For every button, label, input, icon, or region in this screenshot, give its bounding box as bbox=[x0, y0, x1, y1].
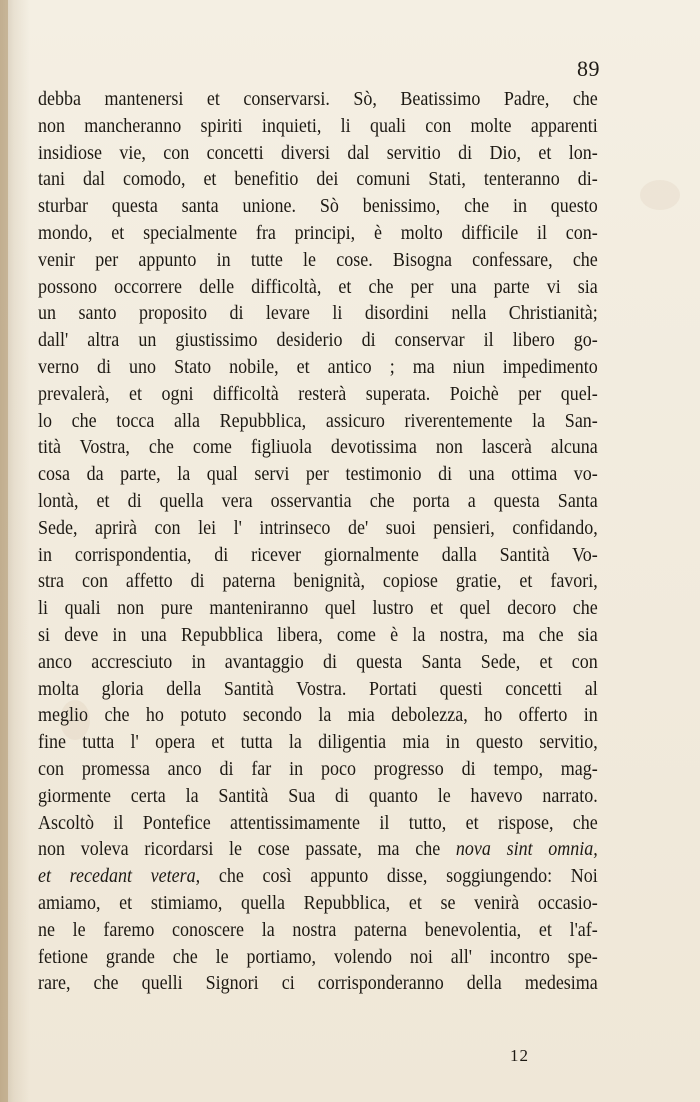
text-line: rare, che quelli Signori ci corrisponderanno della medesima bbox=[38, 972, 598, 995]
text-line: li quali non pure manteniranno quel lustro et quel decoro che bbox=[38, 597, 598, 620]
text-line: verno di uno Stato nobile, et antico ; ma niun impedimento bbox=[38, 355, 598, 378]
text-line: stra con affetto di paterna benignità, copiose gratie, et favori, bbox=[38, 570, 598, 593]
text-line: lontà, et di quella vera osservantia che porta a questa Santa bbox=[38, 489, 598, 512]
text-line: tani dal comodo, et benefitio dei comuni Stati, tenteranno di- bbox=[38, 168, 598, 191]
text-line: possono occorrere delle difficoltà, et che per una parte vi sia bbox=[38, 275, 598, 298]
text-line: un santo proposito di levare li disordini nella Christianità; bbox=[38, 302, 598, 325]
body-text bbox=[38, 86, 598, 997]
text-line: giormente certa la Santità Sua di quanto le havevo narrato. bbox=[38, 784, 598, 807]
text-line: Ascoltò il Pontefice attentissimamente il tutto, et rispose, che bbox=[38, 811, 598, 834]
text-line: anco accresciuto in avantaggio di questa Santa Sede, et con bbox=[38, 650, 598, 673]
text-line: dall' altra un giustissimo desiderio di conservar il libero go- bbox=[38, 329, 598, 352]
text-line: non mancheranno spiriti inquieti, li quali con molte apparenti bbox=[38, 114, 598, 137]
text-line: meglio che ho potuto secondo la mia debolezza, ho offerto in bbox=[38, 704, 598, 727]
text-line: insidiose vie, con concetti diversi dal servitio di Dio, et lon- bbox=[38, 141, 598, 164]
page-binding-edge bbox=[0, 0, 8, 1102]
signature-mark: 12 bbox=[510, 1046, 529, 1065]
text-line: venir per appunto in tutte le cose. Bisogna confessare, che bbox=[38, 248, 598, 271]
text-line: ne le faremo conoscere la nostra paterna benevolentia, et l'af- bbox=[38, 918, 598, 941]
text-line: fetione grande che le portiamo, volendo noi all' incontro spe- bbox=[38, 945, 598, 968]
text-line: sturbar questa santa unione. Sò benissimo, che in questo bbox=[38, 195, 598, 218]
text-line: molta gloria della Santità Vostra. Portati questi concetti al bbox=[38, 677, 598, 700]
text-line: cosa da parte, la qual servi per testimonio di una ottima vo- bbox=[38, 463, 598, 486]
text-line: prevalerà, et ogni difficoltà resterà superata. Poichè per quel- bbox=[38, 382, 598, 405]
text-line: Sede, aprirà con lei l' intrinseco de' suoi pensieri, confidando, bbox=[38, 516, 598, 539]
text-line: lo che tocca alla Repubblica, assicuro riverentemente la San- bbox=[38, 409, 598, 432]
text-line: in corrispondentia, di ricever giornalmente dalla Santità Vo- bbox=[38, 543, 598, 566]
text-line: con promessa anco di far in poco progresso di tempo, mag- bbox=[38, 757, 598, 780]
text-line: amiamo, et stimiamo, quella Repubblica, et se venirà occasio- bbox=[38, 891, 598, 914]
page-number: 89 bbox=[577, 56, 600, 81]
text-line: et recedant vetera, che così appunto disse, soggiungendo: Noi bbox=[38, 865, 598, 888]
text-line: non voleva ricordarsi le cose passate, ma che nova sint omnia, bbox=[38, 838, 598, 861]
text-line: si deve in una Repubblica libera, come è la nostra, ma che sia bbox=[38, 623, 598, 646]
text-line: tità Vostra, che come figliuola devotissima non lascerà alcuna bbox=[38, 436, 598, 459]
text-line: debba mantenersi et conservarsi. Sò, Beatissimo Padre, che bbox=[38, 88, 598, 110]
paper-stain bbox=[640, 180, 680, 210]
text-line: mondo, et specialmente fra principi, è molto difficile il con- bbox=[38, 221, 598, 244]
text-line: fine tutta l' opera et tutta la diligentia mia in questo servitio, bbox=[38, 731, 598, 754]
